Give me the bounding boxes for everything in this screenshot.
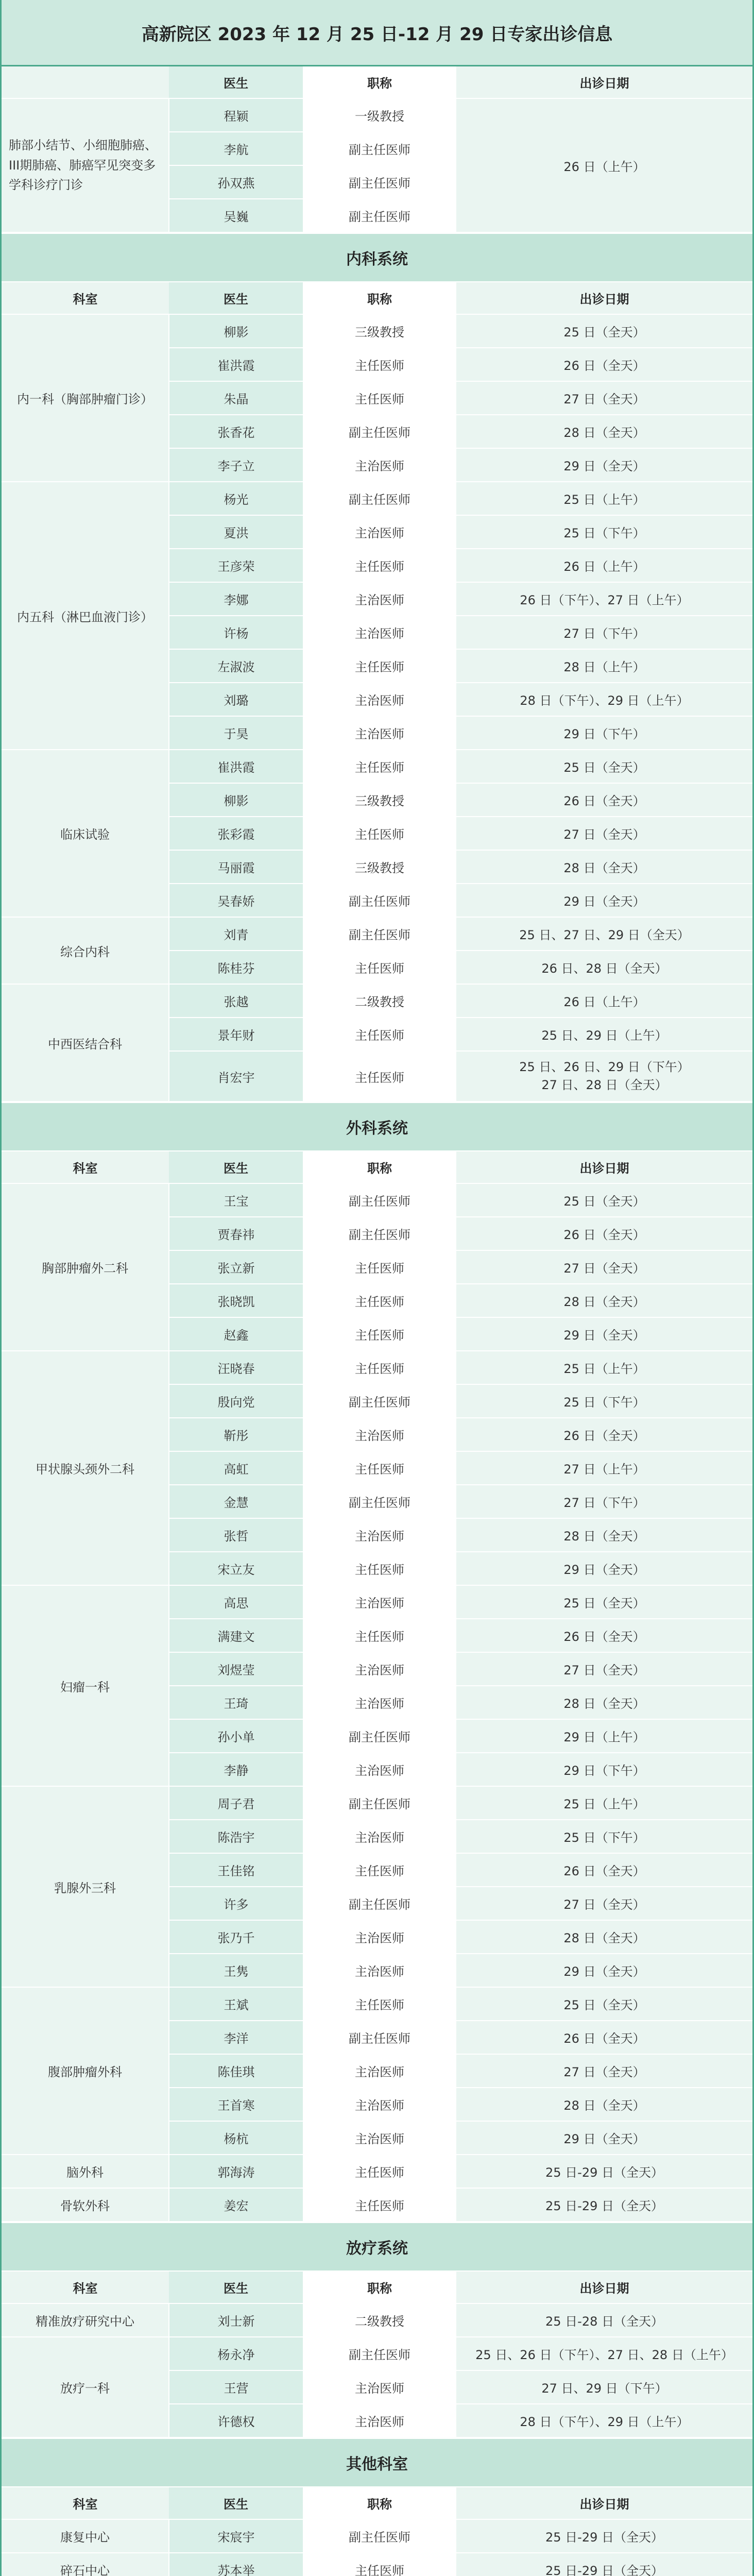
doctor-title: 副主任医师	[303, 1384, 456, 1418]
section-header: 内科系统	[2, 233, 752, 282]
clinic-date: 25 日-28 日（全天）	[456, 2303, 752, 2337]
clinic-date: 25 日-29 日（全天）	[456, 2155, 752, 2188]
clinic-date: 26 日（全天）	[456, 1853, 752, 1887]
clinic-date: 29 日（下午）	[456, 716, 752, 750]
doctor-title: 副主任医师	[303, 2021, 456, 2054]
table-row	[2, 1786, 752, 1820]
clinic-date: 26 日（上午）	[456, 984, 752, 1018]
table-row	[2, 1987, 752, 2021]
clinic-date: 28 日（全天）	[456, 1518, 752, 1552]
clinic-date: 26 日（全天）	[456, 1217, 752, 1250]
doctor-name: 程颖	[169, 98, 303, 132]
doctor-name: 许杨	[169, 616, 303, 649]
doctor-name: 陈桂芬	[169, 951, 303, 984]
column-header-date: 出诊日期	[456, 2487, 752, 2519]
doctor-title: 副主任医师	[303, 884, 456, 917]
doctor-title: 主任医师	[303, 1853, 456, 1887]
clinic-date: 26 日（下午）、27 日（上午）	[456, 582, 752, 616]
column-header-dept: 科室	[2, 2487, 169, 2519]
doctor-name: 贾春祎	[169, 1217, 303, 1250]
doctor-title: 主任医师	[303, 1552, 456, 1585]
doctor-title: 三级教授	[303, 783, 456, 817]
clinic-date: 29 日（上午）	[456, 1719, 752, 1753]
clinic-date: 29 日（全天）	[456, 1552, 752, 1585]
doctor-title: 主治医师	[303, 1585, 456, 1619]
doctor-title: 副主任医师	[303, 482, 456, 515]
doctor-name: 王隽	[169, 1954, 303, 1987]
section-table	[2, 1151, 752, 2222]
table-header-row	[2, 282, 752, 314]
doctor-name: 孙双燕	[169, 165, 303, 199]
doctor-title: 主治医师	[303, 2054, 456, 2088]
clinic-date: 25 日（全天）	[456, 1585, 752, 1619]
column-header-doctor: 医生	[169, 2487, 303, 2519]
table-row	[2, 2303, 752, 2337]
doctor-name: 杨光	[169, 482, 303, 515]
doctor-name: 高虹	[169, 1451, 303, 1485]
doctor-name: 陈浩宇	[169, 1820, 303, 1853]
column-header-title: 职称	[303, 2272, 456, 2303]
dept-cell: 脑外科	[2, 2155, 169, 2188]
clinic-date: 29 日（全天）	[456, 1954, 752, 1987]
doctor-name: 李静	[169, 1753, 303, 1786]
table-row	[2, 482, 752, 515]
section-table	[2, 282, 752, 1102]
doctor-name: 王佳铭	[169, 1853, 303, 1887]
doctor-name: 李子立	[169, 448, 303, 482]
doctor-title: 主任医师	[303, 1317, 456, 1351]
dept-cell: 康复中心	[2, 2519, 169, 2553]
doctor-name: 许德权	[169, 2404, 303, 2437]
clinic-date	[456, 1051, 752, 1101]
doctor-name: 李航	[169, 132, 303, 165]
doctor-title: 主治医师	[303, 1820, 456, 1853]
doctor-title: 二级教授	[303, 2303, 456, 2337]
table-row	[2, 2155, 752, 2188]
table-row	[2, 1585, 752, 1619]
doctor-name: 王营	[169, 2370, 303, 2404]
clinic-date: 25 日、29 日（上午）	[456, 1018, 752, 1051]
column-header-date: 出诊日期	[456, 2272, 752, 2303]
clinic-date: 25 日（下午）	[456, 1820, 752, 1853]
clinic-date: 27 日（全天）	[456, 1887, 752, 1920]
table-row	[2, 2188, 752, 2222]
doctor-title: 副主任医师	[303, 199, 456, 232]
clinic-date: 25 日（上午）	[456, 1351, 752, 1384]
doctor-name: 李娜	[169, 582, 303, 616]
clinic-date: 25 日（上午）	[456, 482, 752, 515]
table-row	[2, 750, 752, 783]
doctor-name: 满建文	[169, 1619, 303, 1652]
doctor-title: 主任医师	[303, 1284, 456, 1317]
clinic-date: 28 日（上午）	[456, 649, 752, 683]
clinic-date: 26 日（全天）	[456, 2021, 752, 2054]
doctor-title: 主治医师	[303, 2370, 456, 2404]
doctor-name: 王琦	[169, 1686, 303, 1719]
clinic-date: 28 日（全天）	[456, 1920, 752, 1954]
doctor-name: 张越	[169, 984, 303, 1018]
doctor-title: 主治医师	[303, 1954, 456, 1987]
clinic-date: 29 日（全天）	[456, 2121, 752, 2155]
clinic-date: 25 日-29 日（全天）	[456, 2188, 752, 2222]
clinic-date: 29 日（全天）	[456, 448, 752, 482]
table-row	[2, 2519, 752, 2553]
doctor-name: 王宝	[169, 1183, 303, 1217]
doctor-name: 王首寒	[169, 2088, 303, 2121]
doctor-title: 主任医师	[303, 750, 456, 783]
doctor-name: 周子君	[169, 1786, 303, 1820]
doctor-title: 主治医师	[303, 1652, 456, 1686]
doctor-name: 张晓凯	[169, 1284, 303, 1317]
doctor-name: 王斌	[169, 1987, 303, 2021]
doctor-title: 主任医师	[303, 1018, 456, 1051]
page-title: 高新院区 2023 年 12 月 25 日-12 月 29 日专家出诊信息	[2, 0, 752, 66]
doctor-name: 靳彤	[169, 1418, 303, 1451]
clinic-date: 26 日（上午）	[456, 98, 752, 232]
column-header-date: 出诊日期	[456, 282, 752, 314]
dept-cell: 甲状腺头颈外二科	[2, 1351, 169, 1585]
doctor-name: 苏本举	[169, 2553, 303, 2576]
doctor-name: 张乃千	[169, 1920, 303, 1954]
table-header-row	[2, 2272, 752, 2303]
doctor-title: 主任医师	[303, 649, 456, 683]
doctor-name: 孙小单	[169, 1719, 303, 1753]
doctor-name: 陈佳琪	[169, 2054, 303, 2088]
doctor-name: 杨永净	[169, 2337, 303, 2370]
dept-cell: 妇瘤一科	[2, 1585, 169, 1786]
doctor-title: 副主任医师	[303, 1183, 456, 1217]
doctor-title: 副主任医师	[303, 132, 456, 165]
doctor-name: 许多	[169, 1887, 303, 1920]
clinic-date: 28 日（全天）	[456, 850, 752, 884]
table-row	[2, 1183, 752, 1217]
doctor-name: 张香花	[169, 415, 303, 448]
doctor-title: 主任医师	[303, 1619, 456, 1652]
dept-cell: 内一科（胸部肿瘤门诊）	[2, 314, 169, 482]
clinic-date: 26 日、28 日（全天）	[456, 951, 752, 984]
table-row	[2, 1351, 752, 1384]
clinic-date: 25 日（全天）	[456, 750, 752, 783]
doctor-name: 郭海涛	[169, 2155, 303, 2188]
column-header-date: 出诊日期	[456, 66, 752, 98]
dept-cell: 中西医结合科	[2, 984, 169, 1101]
doctor-title: 主治医师	[303, 1920, 456, 1954]
doctor-title: 主任医师	[303, 1351, 456, 1384]
clinic-date: 26 日（全天）	[456, 783, 752, 817]
doctor-name: 张彩霞	[169, 817, 303, 850]
clinic-date: 27 日（上午）	[456, 1451, 752, 1485]
doctor-name: 崔洪霞	[169, 348, 303, 381]
table-row	[2, 917, 752, 951]
doctor-name: 柳影	[169, 314, 303, 348]
doctor-title: 主治医师	[303, 1418, 456, 1451]
table-header-row	[2, 2487, 752, 2519]
doctor-name: 金慧	[169, 1485, 303, 1518]
doctor-title: 主治医师	[303, 1686, 456, 1719]
doctor-title: 主任医师	[303, 2188, 456, 2222]
dept-cell: 综合内科	[2, 917, 169, 984]
dept-cell: 碎石中心	[2, 2553, 169, 2576]
clinic-date: 29 日（全天）	[456, 1317, 752, 1351]
doctor-title: 主任医师	[303, 1250, 456, 1284]
doctor-name: 于昊	[169, 716, 303, 750]
clinic-date: 27 日（下午）	[456, 1485, 752, 1518]
clinic-date: 25 日（全天）	[456, 314, 752, 348]
doctor-name: 崔洪霞	[169, 750, 303, 783]
doctor-title: 主治医师	[303, 515, 456, 549]
dept-cell: 放疗一科	[2, 2337, 169, 2437]
column-header-doctor: 医生	[169, 66, 303, 98]
doctor-title: 主治医师	[303, 582, 456, 616]
doctor-name: 刘士新	[169, 2303, 303, 2337]
clinic-date: 28 日（下午）、29 日（上午）	[456, 683, 752, 716]
dept-cell: 骨软外科	[2, 2188, 169, 2222]
section-table	[2, 2272, 752, 2438]
doctor-name: 宋宸宇	[169, 2519, 303, 2553]
dept-cell: 胸部肿瘤外二科	[2, 1183, 169, 1351]
doctor-title: 主任医师	[303, 1451, 456, 1485]
clinic-date: 27 日（全天）	[456, 1250, 752, 1284]
clinic-date: 29 日（全天）	[456, 884, 752, 917]
doctor-name: 刘煜莹	[169, 1652, 303, 1686]
doctor-name: 汪晓春	[169, 1351, 303, 1384]
clinic-date: 25 日-29 日（全天）	[456, 2519, 752, 2553]
doctor-title: 主治医师	[303, 2404, 456, 2437]
table-row	[2, 2337, 752, 2370]
column-header-dept: 科室	[2, 1151, 169, 1183]
doctor-name: 夏洪	[169, 515, 303, 549]
column-header-date: 出诊日期	[456, 1151, 752, 1183]
clinic-date: 26 日（全天）	[456, 1418, 752, 1451]
clinic-date: 26 日（全天）	[456, 1619, 752, 1652]
doctor-title: 副主任医师	[303, 1887, 456, 1920]
clinic-date: 27 日（全天）	[456, 1652, 752, 1686]
doctor-title: 主任医师	[303, 2553, 456, 2576]
dept-cell: 乳腺外三科	[2, 1786, 169, 1987]
table-row	[2, 98, 752, 132]
doctor-title: 主任医师	[303, 1051, 456, 1101]
doctor-title: 主治医师	[303, 1753, 456, 1786]
doctor-name: 朱晶	[169, 381, 303, 415]
doctor-title: 副主任医师	[303, 1719, 456, 1753]
doctor-title: 主治医师	[303, 2088, 456, 2121]
doctor-title: 主任医师	[303, 1987, 456, 2021]
doctor-name: 左淑波	[169, 649, 303, 683]
column-header-dept	[2, 66, 169, 98]
clinic-date: 25 日（下午）	[456, 515, 752, 549]
doctor-title: 主任医师	[303, 817, 456, 850]
table-header-row	[2, 1151, 752, 1183]
doctor-title: 主治医师	[303, 1518, 456, 1552]
doctor-name: 姜宏	[169, 2188, 303, 2222]
dept-cell: 腹部肿瘤外科	[2, 1987, 169, 2155]
mdt-table	[2, 66, 752, 233]
table-header-row	[2, 66, 752, 98]
doctor-name: 柳影	[169, 783, 303, 817]
section-header: 放疗系统	[2, 2222, 752, 2272]
clinic-date: 28 日（全天）	[456, 1284, 752, 1317]
table-row	[2, 2553, 752, 2576]
clinic-date: 28 日（全天）	[456, 415, 752, 448]
doctor-name: 刘青	[169, 917, 303, 951]
column-header-title: 职称	[303, 1151, 456, 1183]
doctor-name: 刘璐	[169, 683, 303, 716]
doctor-name: 李洋	[169, 2021, 303, 2054]
dept-cell: 精准放疗研究中心	[2, 2303, 169, 2337]
doctor-name: 马丽霞	[169, 850, 303, 884]
column-header-doctor: 医生	[169, 282, 303, 314]
clinic-date-line: 25 日、26 日、29 日（下午）	[519, 1060, 690, 1075]
doctor-name: 张立新	[169, 1250, 303, 1284]
clinic-date: 29 日（下午）	[456, 1753, 752, 1786]
column-header-title: 职称	[303, 66, 456, 98]
clinic-date: 25 日（全天）	[456, 1183, 752, 1217]
doctor-title: 主治医师	[303, 448, 456, 482]
column-header-title: 职称	[303, 282, 456, 314]
doctor-name: 吴春娇	[169, 884, 303, 917]
section-table	[2, 2487, 752, 2576]
doctor-name: 肖宏宇	[169, 1051, 303, 1101]
clinic-date: 27 日（全天）	[456, 2054, 752, 2088]
clinic-date: 27 日（全天）	[456, 817, 752, 850]
doctor-title: 副主任医师	[303, 1217, 456, 1250]
table-row	[2, 314, 752, 348]
clinic-date: 26 日（上午）	[456, 549, 752, 582]
doctor-title: 主治医师	[303, 2121, 456, 2155]
clinic-date: 28 日（下午）、29 日（上午）	[456, 2404, 752, 2437]
doctor-name: 高思	[169, 1585, 303, 1619]
doctor-title: 主治医师	[303, 716, 456, 750]
doctor-title: 副主任医师	[303, 1485, 456, 1518]
schedule-content	[2, 66, 752, 2576]
doctor-name: 赵鑫	[169, 1317, 303, 1351]
doctor-title: 主任医师	[303, 549, 456, 582]
doctor-title: 副主任医师	[303, 1786, 456, 1820]
clinic-date: 25 日、27 日、29 日（全天）	[456, 917, 752, 951]
doctor-name: 吴巍	[169, 199, 303, 232]
doctor-title: 主治医师	[303, 683, 456, 716]
clinic-date: 28 日（全天）	[456, 2088, 752, 2121]
dept-cell: 内五科（淋巴血液门诊）	[2, 482, 169, 750]
doctor-name: 宋立友	[169, 1552, 303, 1585]
table-row	[2, 984, 752, 1018]
column-header-doctor: 医生	[169, 2272, 303, 2303]
clinic-date: 25 日（下午）	[456, 1384, 752, 1418]
doctor-title: 副主任医师	[303, 165, 456, 199]
doctor-name: 杨杭	[169, 2121, 303, 2155]
column-header-dept: 科室	[2, 2272, 169, 2303]
doctor-title: 主任医师	[303, 381, 456, 415]
column-header-title: 职称	[303, 2487, 456, 2519]
clinic-date: 27 日（全天）	[456, 381, 752, 415]
clinic-date: 25 日-29 日（全天）	[456, 2553, 752, 2576]
doctor-name: 张哲	[169, 1518, 303, 1552]
dept-cell: 肺部小结节、小细胞肺癌、III期肺癌、肺癌罕见突变多学科诊疗门诊	[2, 98, 169, 232]
clinic-date: 27 日（下午）	[456, 616, 752, 649]
doctor-title: 主任医师	[303, 348, 456, 381]
doctor-name: 景年财	[169, 1018, 303, 1051]
doctor-title: 副主任医师	[303, 415, 456, 448]
clinic-date: 25 日、26 日（下午）、27 日、28 日（上午）	[456, 2337, 752, 2370]
doctor-title: 主任医师	[303, 951, 456, 984]
clinic-date: 25 日（全天）	[456, 1987, 752, 2021]
doctor-title: 副主任医师	[303, 917, 456, 951]
doctor-name: 王彦荣	[169, 549, 303, 582]
clinic-date: 26 日（全天）	[456, 348, 752, 381]
section-header: 其他科室	[2, 2438, 752, 2487]
clinic-date: 28 日（全天）	[456, 1686, 752, 1719]
section-header: 外科系统	[2, 1102, 752, 1151]
doctor-title: 三级教授	[303, 314, 456, 348]
clinic-date: 27 日、29 日（下午）	[456, 2370, 752, 2404]
doctor-title: 一级教授	[303, 98, 456, 132]
column-header-dept: 科室	[2, 282, 169, 314]
doctor-title: 副主任医师	[303, 2337, 456, 2370]
dept-cell: 临床试验	[2, 750, 169, 917]
doctor-title: 三级教授	[303, 850, 456, 884]
doctor-title: 主治医师	[303, 616, 456, 649]
doctor-title: 二级教授	[303, 984, 456, 1018]
doctor-title: 主任医师	[303, 2155, 456, 2188]
doctor-title: 副主任医师	[303, 2519, 456, 2553]
clinic-date-line: 27 日、28 日（全天）	[541, 1078, 667, 1092]
column-header-doctor: 医生	[169, 1151, 303, 1183]
clinic-date: 25 日（上午）	[456, 1786, 752, 1820]
doctor-name: 殷向党	[169, 1384, 303, 1418]
